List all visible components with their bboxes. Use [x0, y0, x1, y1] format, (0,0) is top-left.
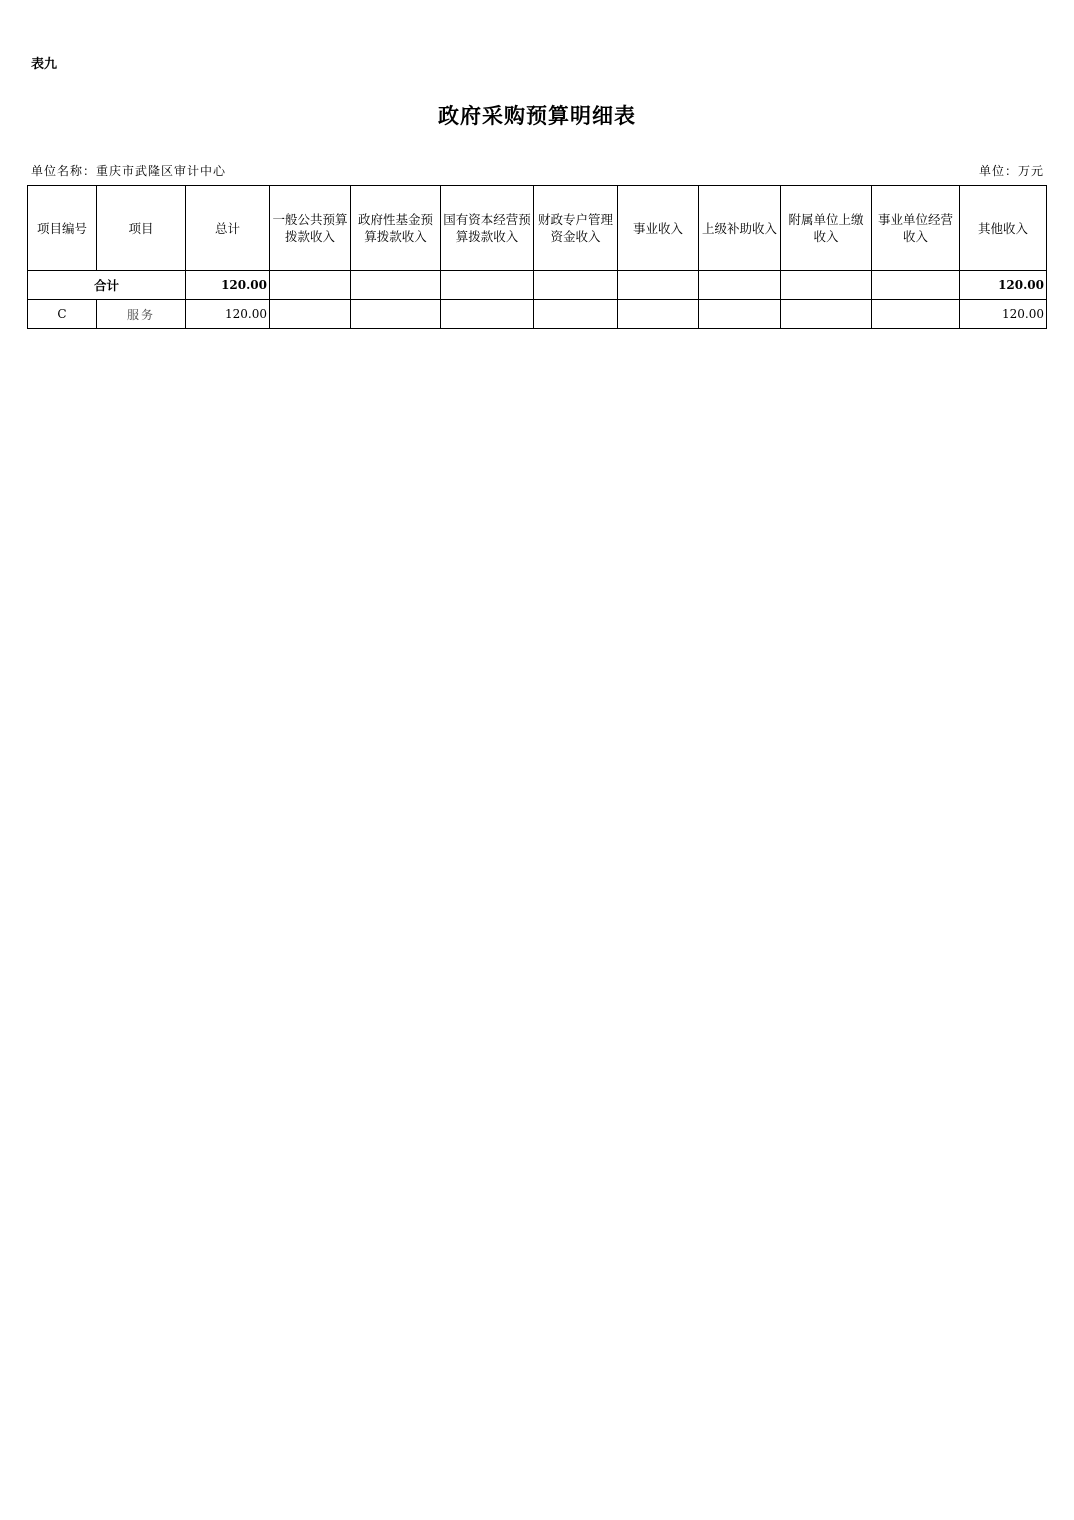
col-header-superior-subsidy: 上级补助收入: [699, 186, 781, 271]
total-cell-total: 120.00: [186, 271, 270, 300]
cell-gov-fund: [351, 300, 441, 329]
unit-name: 单位名称：重庆市武隆区审计中心: [31, 164, 227, 178]
col-header-business-income: 事业收入: [618, 186, 699, 271]
col-header-code: 项目编号: [28, 186, 97, 271]
col-header-total: 总计: [186, 186, 270, 271]
total-cell-other-income: 120.00: [960, 271, 1047, 300]
total-cell-business-income: [618, 271, 699, 300]
col-header-item: 项目: [97, 186, 186, 271]
currency-unit: 单位：万元: [978, 164, 1044, 178]
cell-item-name: 服务: [97, 300, 186, 329]
cell-total: 120.00: [186, 300, 270, 329]
total-label: 合计: [28, 271, 186, 300]
total-cell-general-budget: [270, 271, 351, 300]
total-row: [28, 271, 1047, 300]
col-header-operating-income: 事业单位经营收入: [872, 186, 960, 271]
table-number-label: 表九: [31, 57, 58, 72]
cell-fiscal-account: [534, 300, 618, 329]
col-header-general-budget: 一般公共预算拨款收入: [270, 186, 351, 271]
header-row: [28, 186, 1047, 271]
cell-code: C: [28, 300, 97, 329]
total-cell-fiscal-account: [534, 271, 618, 300]
col-header-other-income: 其他收入: [960, 186, 1047, 271]
total-cell-gov-fund: [351, 271, 441, 300]
cell-general-budget: [270, 300, 351, 329]
col-header-fiscal-account: 财政专户管理资金收入: [534, 186, 618, 271]
cell-superior-subsidy: [699, 300, 781, 329]
cell-other-income: 120.00: [960, 300, 1047, 329]
total-cell-operating-income: [872, 271, 960, 300]
table-row: [28, 300, 1047, 329]
col-header-affiliated-units: 附属单位上缴收入: [781, 186, 872, 271]
cell-state-capital: [441, 300, 534, 329]
cell-business-income: [618, 300, 699, 329]
cell-operating-income: [872, 300, 960, 329]
total-cell-superior-subsidy: [699, 271, 781, 300]
col-header-gov-fund: 政府性基金预算拨款收入: [351, 186, 441, 271]
col-header-state-capital: 国有资本经营预算拨款收入: [441, 186, 534, 271]
procurement-budget-table: [27, 185, 1047, 329]
document-title: 政府采购预算明细表: [438, 103, 636, 128]
cell-affiliated-units: [781, 300, 872, 329]
total-cell-affiliated-units: [781, 271, 872, 300]
total-cell-state-capital: [441, 271, 534, 300]
